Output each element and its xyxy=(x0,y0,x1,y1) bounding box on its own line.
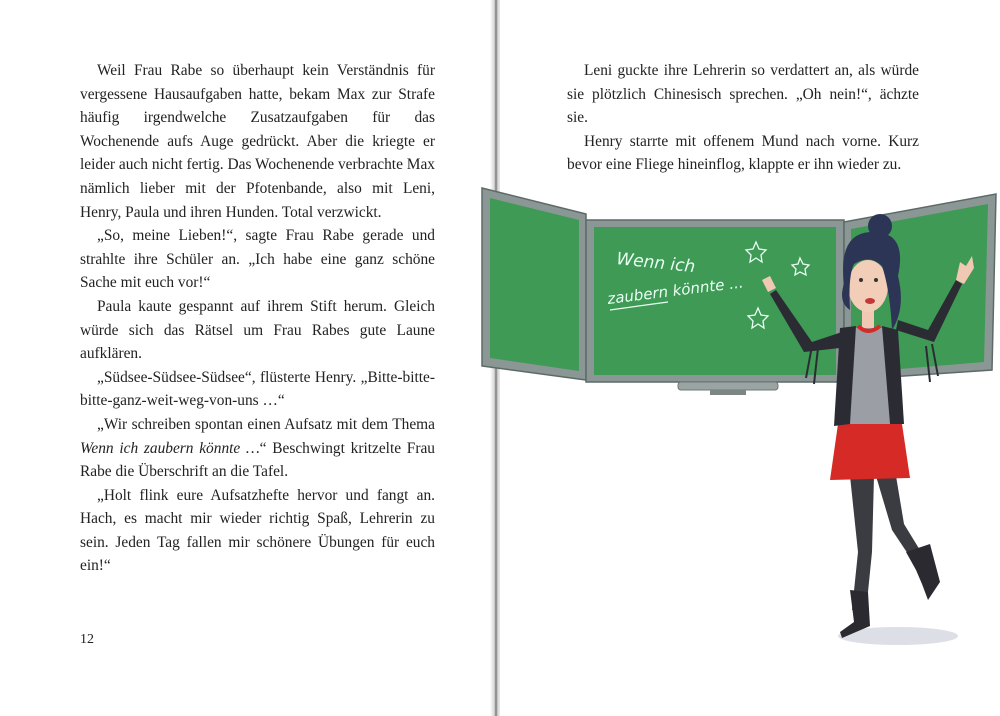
chalk-tray xyxy=(678,382,778,390)
left-page xyxy=(0,0,494,716)
right-page-top-text xyxy=(567,59,919,177)
essay-title: Wenn ich zaubern könnte … xyxy=(80,439,260,457)
paragraph: Weil Frau Rabe so überhaupt kein Verständnis für vergessene Hausaufgaben hatte, bekam Max zur Strafe häufig irgendwelche Zusatzaufgaben für das Wochenende aufs Auge gedrückt. Aber die kriegte er leider auch nicht fertig. Das Wochenende verbrachte Max nämlich lieber mit der Pfotenbande, also mit Leni, Henry, Paula und ihren Hunden. Total verzwickt. xyxy=(80,62,435,221)
paragraph: „Südsee-Südsee-Südsee“, flüsterte Henry. „Bitte-bitte-bitte-ganz-weit-weg-von-uns …“ xyxy=(80,368,435,410)
page-number: 12 xyxy=(80,632,94,647)
teacher-chalkboard-illustration xyxy=(478,180,1000,660)
paragraph: „Holt flink eure Aufsatzhefte hervor und fangt an. Hach, es macht mir wieder richtig Spaß, Lehrerin zu sein. Jeden Tag fallen mir schönere Übungen für euch ein!“ xyxy=(80,486,435,575)
paragraph: „So, meine Lieben!“, sagte Frau Rabe gerade und strahlte ihre Schüler an. „Ich habe eine ganz schöne Sache mit euch vor!“ xyxy=(80,227,435,292)
text-run: “ Beschwingt kritzelte Frau Rabe die Überschrift an die Tafel. xyxy=(80,439,435,481)
text-run: „Wir schreiben spontan einen Aufsatz mit dem Thema xyxy=(97,415,435,433)
paragraph xyxy=(80,413,435,484)
paragraph: Leni guckte ihre Lehrerin so verdattert an, als würde sie plötzlich Chinesisch sprechen. „Oh nein!“, ächzte sie. xyxy=(567,62,919,127)
paragraph: Henry starrte mit offenem Mund nach vorne. Kurz bevor eine Fliege hineinflog, klappte er ihn wieder zu. xyxy=(567,132,919,174)
chalk-writing-line1: Wenn ich xyxy=(615,249,697,278)
paragraph: Paula kaute gespannt auf ihrem Stift herum. Gleich würde sich das Rätsel um Frau Rabes gute Laune aufklären. xyxy=(80,297,435,363)
chalk-writing-line2: zaubern könnte ... xyxy=(606,273,745,308)
left-page-text xyxy=(80,59,435,578)
